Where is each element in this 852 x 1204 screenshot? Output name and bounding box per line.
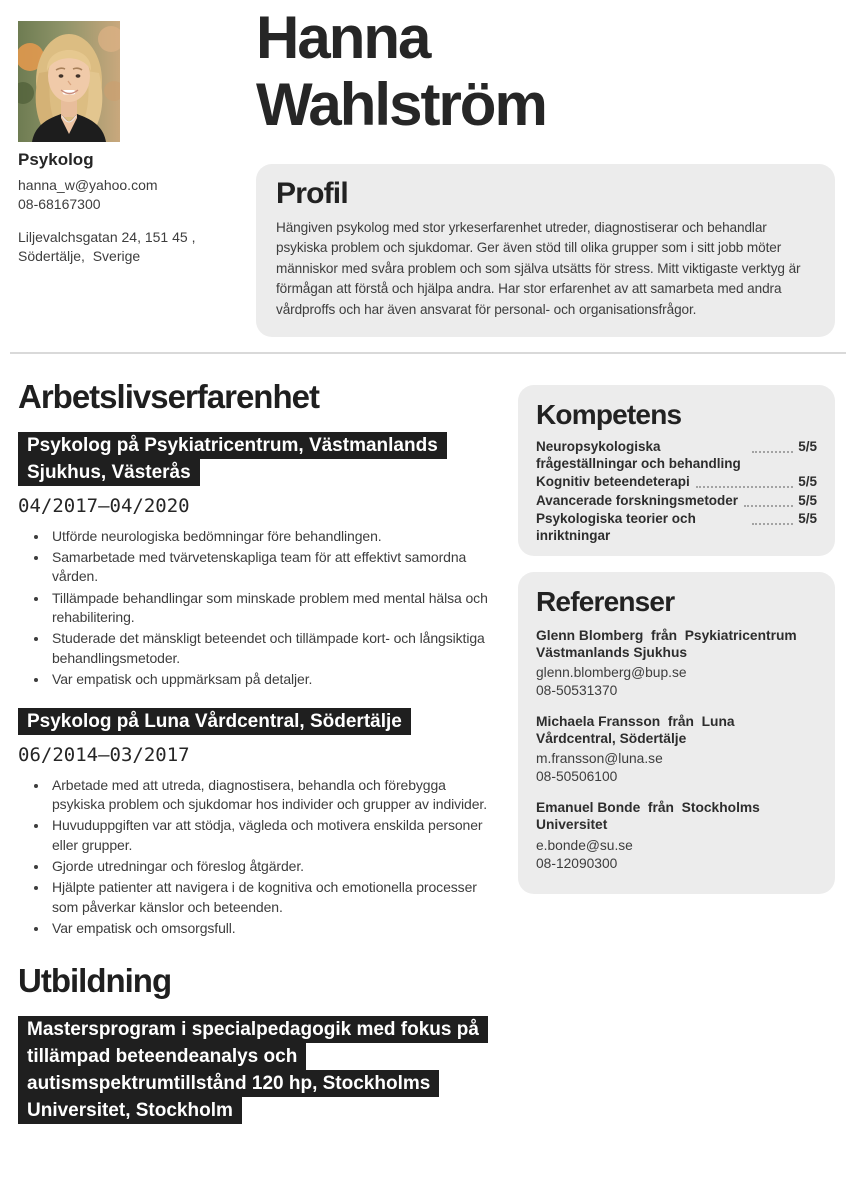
skill-row [536,493,817,509]
skill-row [536,511,817,544]
reference-name: Michaela Fransson från Luna Vårdcentral, Södertälje [536,713,739,747]
reference-entry [536,799,817,872]
job-title: Psykolog på Luna Vårdcentral, Södertälje [18,708,411,735]
skill-rating: 5/5 [798,474,817,490]
skill-row [536,474,817,490]
bullet-item: • Var empatisk och omsorgsfull. [49,919,500,938]
references-heading: Referenser [536,586,675,618]
bullet-item: • Samarbetade med tvärvetenskapliga team för att effektivt samordna vården. [49,548,500,587]
reference-phone: 08-50506100 [536,769,618,785]
candidate-role: Psykolog [18,150,94,169]
references-section [518,572,835,893]
bullet-item: • Gjorde utredningar och föreslog åtgärder. [49,857,500,876]
skills-section [518,385,835,556]
experience-heading: Arbetslivserfarenhet [18,378,319,415]
dotted-leader [752,511,793,525]
skill-label: Neuropsykologiska frågeställningar och behandling [536,439,741,471]
skill-rating: 5/5 [798,439,817,455]
portrait-illustration [18,21,120,142]
phone-text: 08-68167300 [18,196,101,213]
profile-section [256,164,835,337]
reference-email: m.fransson@luna.se [536,751,663,767]
education-heading: Utbildning [18,962,172,1000]
reference-entry [536,713,817,786]
dotted-leader [696,474,793,488]
reference-entry [536,627,817,700]
education-entry [18,1017,500,1125]
skill-row [536,439,817,472]
address-block [18,228,248,267]
job-dates: 06/2014—03/2017 [18,744,190,767]
reference-email: e.bonde@su.se [536,837,633,853]
reference-phone: 08-50531370 [536,682,618,698]
bullet-item: • Arbetade med att utreda, diagnostisera, behandla och förebygga psykiska problem och sjukdomar hos individer och grupper av individer. [49,776,500,815]
skill-label: Avancerade forskningsmetoder [536,492,739,508]
bullet-item: • Studerade det mänskligt beteendet och tillämpade kort- och långsiktiga behandlingsmetoder. [49,629,500,668]
reference-email: glenn.blomberg@bup.se [536,665,687,681]
bullet-item: • Var empatisk och uppmärksam på detaljer. [49,670,500,689]
reference-phone: 08-12090300 [536,855,618,871]
job-title: Psykolog på Psykiatricentrum, Västmanlands Sjukhus, Västerås [18,432,447,486]
address-line-2: Södertälje, Sverige [18,247,141,264]
job-bullet-list [18,776,500,939]
candidate-name: Hanna Wahlström [256,4,546,139]
bullet-item: • Hjälpte patienter att navigera i de kognitiva och emotionella processer som påverkar känslor och beteenden. [49,878,500,917]
reference-name: Emanuel Bonde från Stockholms Universitet [536,800,764,833]
job-dates: 04/2017—04/2020 [18,494,190,517]
profile-photo [18,21,120,142]
address-line-1: Liljevalchsgatan 24, 151 45 , [18,228,196,245]
skill-label: Psykologiska teorier och inriktningar [536,511,696,543]
job-title-wrap [18,709,500,736]
job-entry-1 [18,433,500,689]
job-entry-2 [18,709,500,938]
education-degree: Mastersprogram i specialpedagogik med fokus på tillämpad beteendeanalys och autismspektrumtillstånd 120 hp, Stockholms Universitet, Stockholm [18,1016,488,1124]
profile-text: Hängiven psykolog med stor yrkeserfarenhet utreder, diagnostiserar och behandlar psykiska problem och sjukdomar. Ger även stöd till olika grupper som i sitt jobb möter människor med svåra problem och som själva utsätts för stress. Mitt viktigaste verktyg är förmågan att förstå och hjälpa andra. Har stor erfarenhet av att samarbeta med andra vårdproffs och har även ansvarat för personal- och organisationsfrågor. [276,219,801,318]
email-text: hanna_w@yahoo.com [18,177,158,193]
skills-heading: Kompetens [536,399,682,430]
skill-rating: 5/5 [798,492,817,508]
section-divider [10,352,846,354]
job-title-wrap [18,433,500,487]
contact-block [18,150,248,266]
profile-heading: Profil [276,177,348,210]
dotted-leader [744,493,793,507]
main-column [18,380,500,1125]
skill-label: Kognitiv beteendeterapi [536,474,690,490]
reference-name: Glenn Blomberg från Psykiatricentrum Västmanlands Sjukhus [536,627,801,660]
skill-rating: 5/5 [798,511,817,527]
sidebar-column [518,385,835,894]
dotted-leader [752,439,793,453]
bullet-item: • Huvuduppgiften var att stödja, vägleda och motivera enskilda personer eller grupper. [49,816,500,855]
bullet-item: • Utförde neurologiska bedömningar före behandlingen. [49,527,500,546]
job-bullet-list [18,527,500,690]
bullet-item: • Tillämpade behandlingar som minskade problem med mental hälsa och rehabilitering. [49,589,500,628]
